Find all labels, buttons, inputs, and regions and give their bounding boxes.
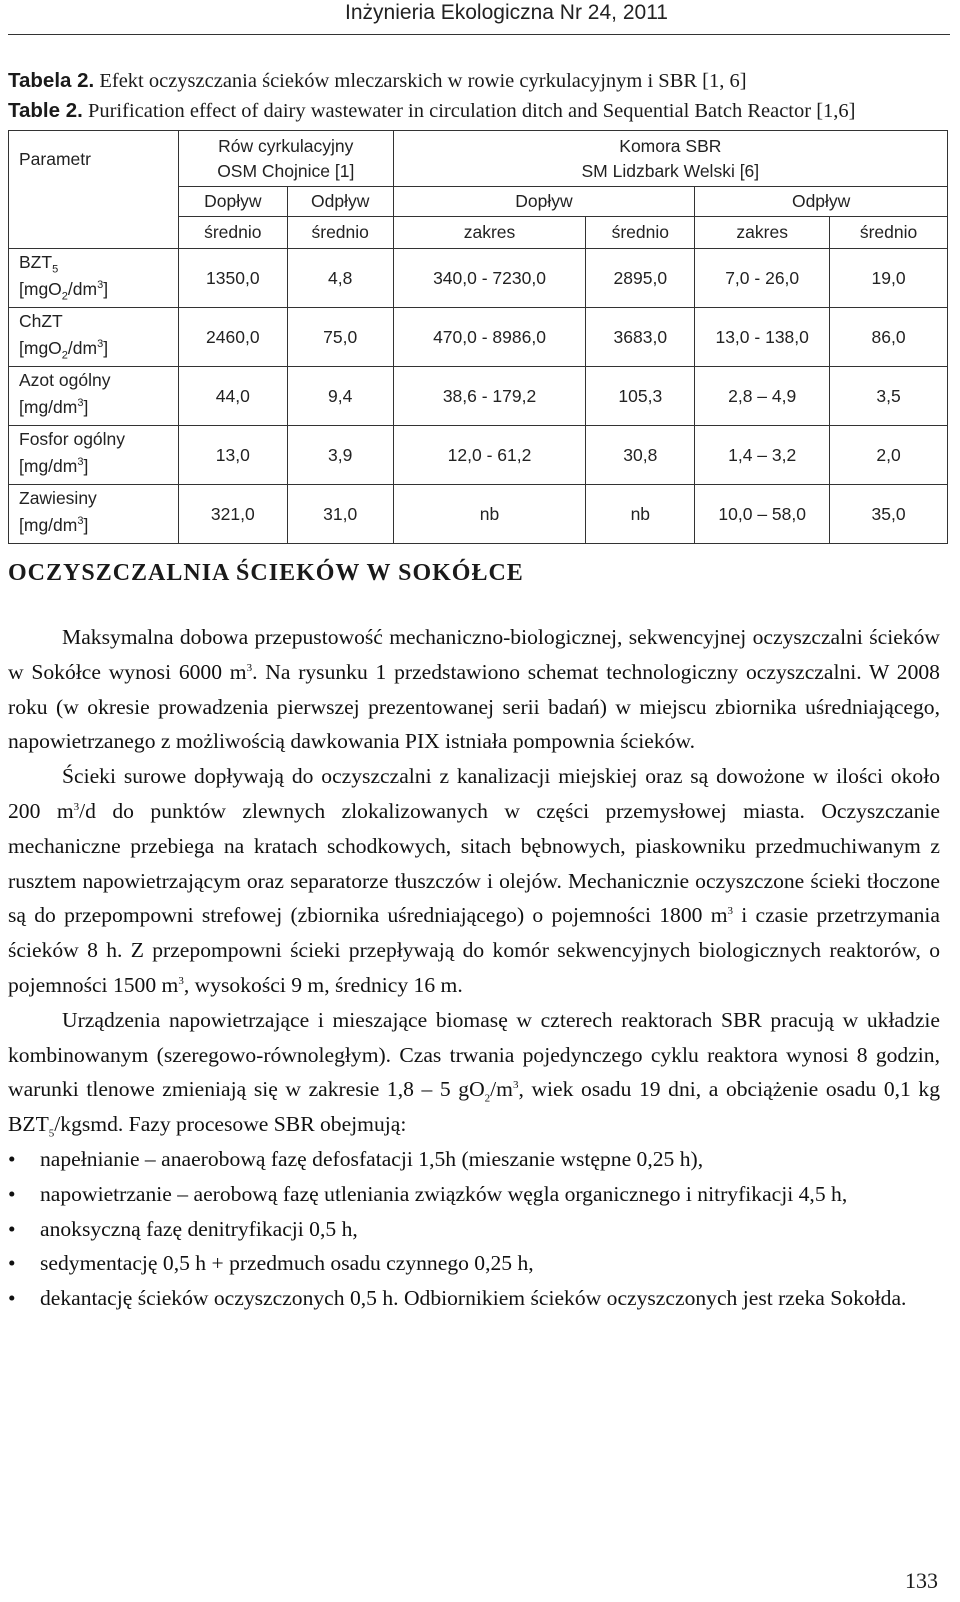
value-cell: 3683,0 [586,308,695,367]
list-item: • napowietrzanie – aerobową fazę utleniania związków węgla organicznego i nitryfikacji 4,5 h, [8,1177,940,1212]
value-cell: 340,0 - 7230,0 [393,249,586,308]
body-text [8,620,940,1316]
caption-en-text: Purification effect of dairy wastewater in circulation ditch and Sequential Batch Reactor [1,6] [87,100,856,122]
value-cell: 12,0 - 61,2 [393,426,586,485]
value-cell: 1,4 – 3,2 [695,426,830,485]
value-cell: 7,0 - 26,0 [695,249,830,308]
table-row [9,485,948,544]
phase-list [8,1142,940,1316]
subheader-cell: Dopływ [178,187,287,217]
value-cell: 1350,0 [178,249,287,308]
paragraph: Maksymalna dobowa przepustowość mechaniczno-biologicznej, sekwencyjnej oczyszczalni ścieków w Sokółce wynosi 6000 $m^3$. Na rysunku 1 przedstawiono schemat technologiczny oczyszczalni. W 2008 roku (w okresie prowadzenia pierwszej prezentowanej serii badań) w miejscu zbiornika uśredniającego, napowietrzanego z możliwością dawkowania PIX istniała pompownia ścieków. [8,625,940,754]
value-cell: 3,9 [287,426,393,485]
journal-title: Inżynieria Ekologiczna Nr 24, 2011 [345,1,668,24]
paragraph: Ścieki surowe dopływają do oczyszczalni z kanalizacji miejskiej oraz są dowożone w ilości około 200 $m^3/d$ do punktów zlewnych zlokalizowanych w części przemysłowej miasta. Oczyszczanie mechaniczne przebiega na kratach schodkowych, sitach bębnowych, piaskowniku przedmuchiwanym z rusztem napowietrzającym oraz separatorze tłuszczów i olejów. Mechanicznie oczyszczone ścieki tłoczone są do przepompowni strefowej (zbiornika uśredniającego) o pojemności 1800 $m^3$ i czasie przetrzymania ścieków 8 h. Z przepompowni ścieki przepływają do komór sekwencyjnych biologicznych reaktorów, o pojemności 1500 $m^3$, wysokości 9 m, średnicy 16 m. [8,764,941,997]
caption-en [8,96,948,126]
header-rule [8,34,950,35]
value-cell: 2,0 [830,426,948,485]
table-row [9,249,948,308]
group-header-sbr: Komora SBR SM Lidzbark Welski [6] [393,131,947,187]
page-number: 133 [905,1568,938,1593]
bullet-icon: • [8,1251,16,1276]
value-cell: 13,0 [178,426,287,485]
table-caption [8,66,948,126]
value-cell: 30,8 [586,426,695,485]
param-name-cell: Zawiesiny $[mg/dm^3]$ [9,485,179,544]
value-cell: 19,0 [830,249,948,308]
results-table [8,130,948,544]
stat-header-cell: średnio [830,217,948,249]
value-cell: 321,0 [178,485,287,544]
value-cell: 13,0 - 138,0 [695,308,830,367]
bullet-icon: • [8,1286,16,1311]
list-item: • sedymentację 0,5 h + przedmuch osadu czynnego 0,25 h, [8,1246,940,1281]
param-header: Parametr [9,131,179,249]
caption-pl [8,66,948,96]
value-cell: 10,0 – 58,0 [695,485,830,544]
value-cell: 3,5 [830,367,948,426]
value-cell: 86,0 [830,308,948,367]
stat-header-cell: średnio [178,217,287,249]
table-row [9,367,948,426]
value-cell: 75,0 [287,308,393,367]
bullet-icon: • [8,1146,16,1171]
table-header-row-1 [9,131,948,187]
value-cell: 31,0 [287,485,393,544]
group-header-ditch: Rów cyrkulacyjny OSM Chojnice [1] [178,131,393,187]
stat-header-cell: średnio [586,217,695,249]
list-item: • anoksyczną fazę denitryfikacji 0,5 h, [8,1212,940,1247]
value-cell: 35,0 [830,485,948,544]
value-cell: 9,4 [287,367,393,426]
param-name-cell: Azot ogólny $[mg/dm^3]$ [9,367,179,426]
value-cell: 2,8 – 4,9 [695,367,830,426]
list-item: • napełnianie – anaerobową fazę defosfatacji 1,5h (mieszanie wstępne 0,25 h), [8,1142,940,1177]
caption-pl-label: Tabela 2. [8,69,95,92]
section-title: OCZYSZCZALNIA ŚCIEKÓW W SOKÓŁCE [8,560,524,586]
value-cell: 44,0 [178,367,287,426]
value-cell: 2460,0 [178,308,287,367]
table-row [9,308,948,367]
param-name-cell: ChZT $[mgO_2/dm^3]$ [9,308,179,367]
value-cell: 2895,0 [586,249,695,308]
subheader-cell: Dopływ [393,187,695,217]
value-cell: 38,6 - 179,2 [393,367,586,426]
subheader-cell: Odpływ [695,187,948,217]
table-row [9,426,948,485]
bullet-icon: • [8,1181,16,1206]
param-name-cell: Fosfor ogólny $[mg/dm^3]$ [9,426,179,485]
value-cell: nb [586,485,695,544]
value-cell: 4,8 [287,249,393,308]
stat-header-cell: zakres [393,217,586,249]
stat-header-cell: średnio [287,217,393,249]
running-header [0,0,960,36]
caption-pl-text: Efekt oczyszczania ścieków mleczarskich w rowie cyrkulacyjnym i SBR [1, 6] [99,70,747,92]
paragraph: Urządzenia napowietrzające i mieszające biomasę w czterech reaktorach SBR pracują w układzie kombinowanym (szeregowo-równoległym). Czas trwania pojedynczego cyklu reaktora wynosi 8 godzin, warunki tlenowe zmieniają się w zakresie 1,8 – 5 $gO_2/m^3$, wiek osadu 19 dni, a obciążenie osadu 0,1 kg $BZT_5$/kgsmd. Fazy procesowe SBR obejmują: [8,1007,940,1140]
subheader-cell: Odpływ [287,187,393,217]
caption-en-label: Table 2. [8,99,83,122]
value-cell: nb [393,485,586,544]
bullet-icon: • [8,1216,16,1241]
list-item: • dekantację ścieków oczyszczonych 0,5 h. Odbiornikiem ścieków oczyszczonych jest rzeka Sokołda. [8,1281,940,1316]
value-cell: 470,0 - 8986,0 [393,308,586,367]
param-name-cell: $BZT_5$ $[mgO_2/dm^3]$ [9,249,179,308]
value-cell: 105,3 [586,367,695,426]
stat-header-cell: zakres [695,217,830,249]
